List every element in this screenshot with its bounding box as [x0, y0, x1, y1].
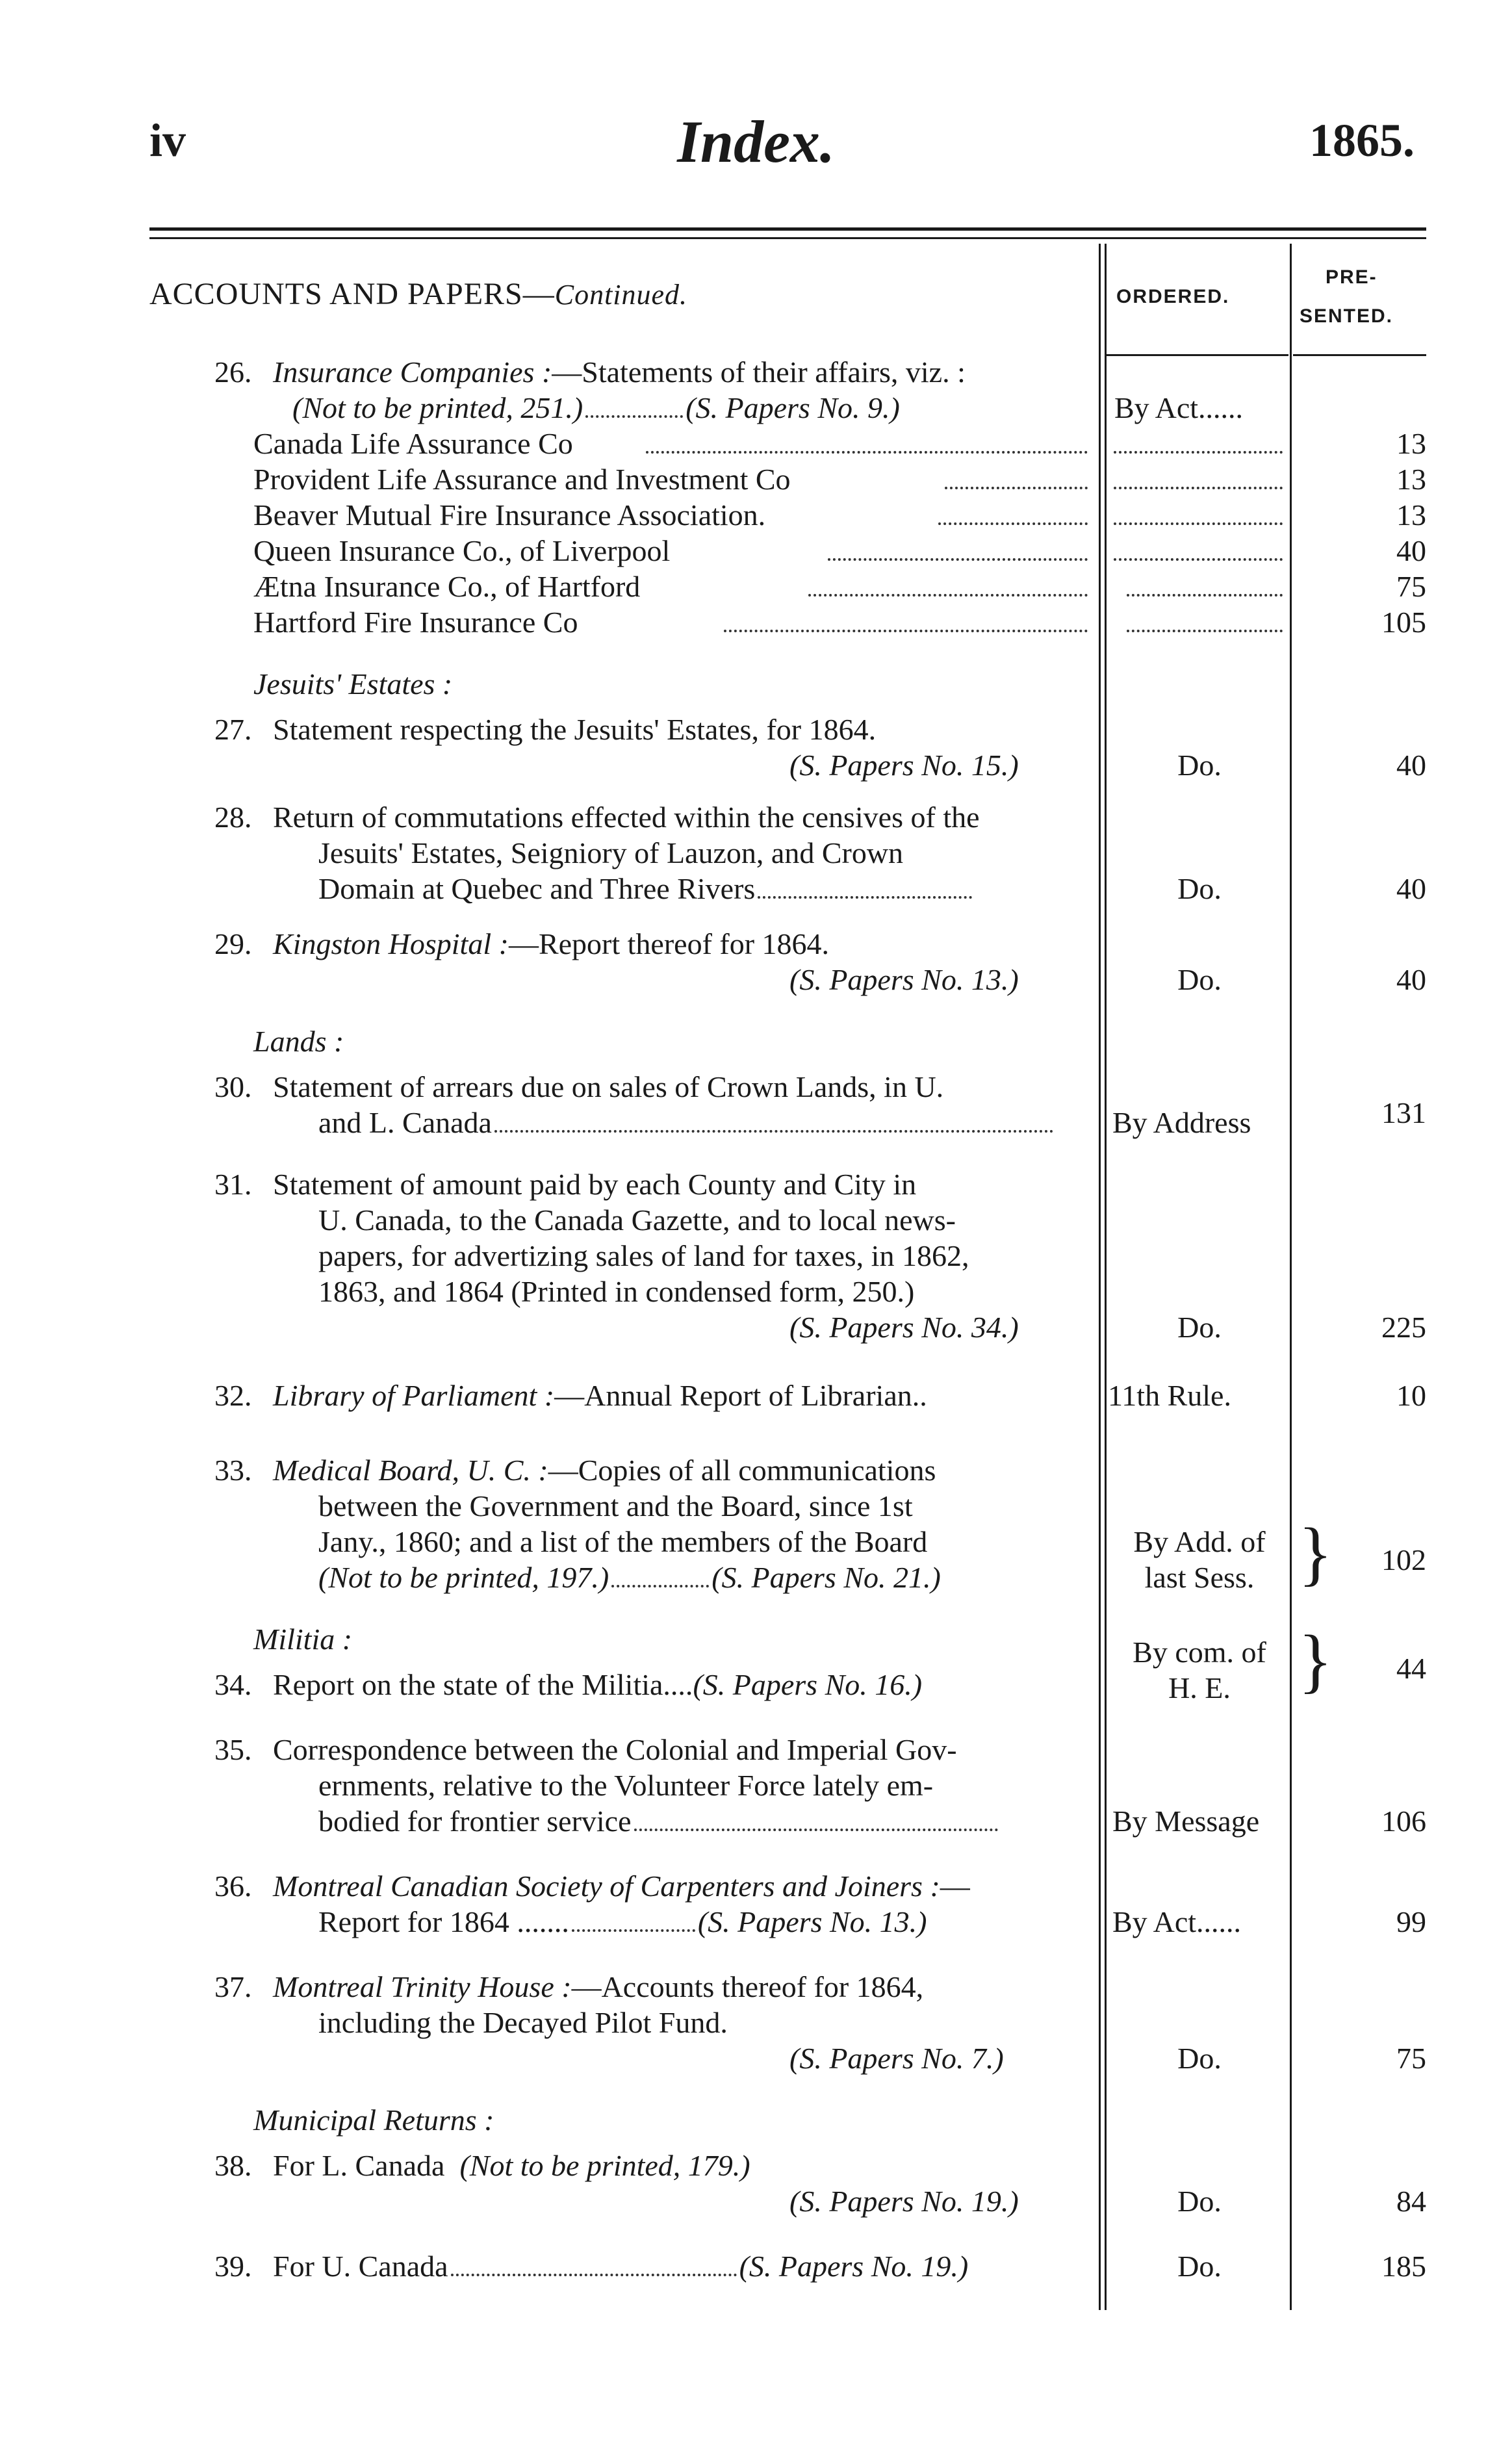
entry-number: 29. — [214, 927, 252, 960]
entry-presented: 225 — [1381, 1311, 1426, 1344]
entry-text: Statement of arrears due on sales of Crown Lands, in U. — [273, 1070, 944, 1103]
header-rule-thick — [149, 227, 1426, 231]
entry-number: 30. — [214, 1070, 252, 1103]
entry-presented: 75 — [1396, 570, 1426, 603]
entry-number: 33. — [214, 1454, 252, 1487]
entry-presented: 105 — [1381, 606, 1426, 639]
entry-presented: 40 — [1396, 534, 1426, 567]
leader-dots — [758, 896, 972, 899]
entry-line — [292, 393, 900, 423]
entry-line — [273, 2151, 1124, 2181]
leader-dots — [1114, 487, 1283, 489]
entry-line — [273, 357, 1124, 387]
subsection-heading: Municipal Returns : — [253, 2103, 494, 2137]
entry-text: Statement respecting the Jesuits' Estates, for 1864. — [273, 713, 877, 746]
entry-presented: 75 — [1396, 2042, 1426, 2075]
entry-ordered: By Address — [1112, 1106, 1251, 1139]
entry-text: between the Government and the Board, since 1st — [318, 1489, 913, 1522]
entry-heading: Montreal Trinity House : — [273, 1970, 572, 2003]
entry-reference: (S. Papers No. 7.) — [789, 2042, 1004, 2075]
entry-heading: Insurance Companies : — [273, 355, 552, 389]
entry-number: 36. — [214, 1869, 252, 1903]
entry-presented: 10 — [1396, 1379, 1426, 1412]
entry-heading: Kingston Hospital : — [273, 927, 509, 960]
column-header-rule — [1107, 354, 1288, 356]
entry-line — [273, 1456, 1124, 1485]
entry-line — [318, 874, 975, 904]
entry-reference: (S. Papers No. 13.) — [789, 963, 1019, 996]
entry-ordered: By Add. of — [1133, 1525, 1266, 1558]
entry-number: 27. — [214, 713, 252, 746]
entry-ordered: 11th Rule. — [1108, 1379, 1231, 1412]
subsection-heading: Jesuits' Estates : — [253, 667, 453, 700]
entry-line — [273, 1381, 1124, 1411]
entry-text: Jany., 1860; and a list of the members of the Board — [318, 1525, 928, 1558]
entry-ordered: By Act...... — [1112, 1905, 1242, 1938]
entry-ordered: Do. — [1177, 1311, 1222, 1344]
entry-presented: 13 — [1396, 498, 1426, 532]
entry-number: 38. — [214, 2149, 252, 2182]
entry-text: Statement of amount paid by each County and City in — [273, 1168, 917, 1201]
entry-line — [318, 1806, 1001, 1836]
entry-text: —Annual Report of Librarian.. — [554, 1379, 927, 1412]
entry-text: —Copies of all communications — [548, 1454, 936, 1487]
subsection-heading: Militia : — [253, 1623, 353, 1656]
entry-presented: 106 — [1381, 1804, 1426, 1838]
leader-dots — [1127, 630, 1283, 632]
entry-heading: Library of Parliament : — [273, 1379, 555, 1412]
leader-dots — [724, 630, 1088, 632]
entry-presented: 13 — [1396, 463, 1426, 496]
entry-presented: 102 — [1381, 1543, 1426, 1576]
entry-presented: 84 — [1396, 2185, 1426, 2218]
entry-presented: 185 — [1381, 2250, 1426, 2283]
entry-number: 39. — [214, 2250, 252, 2283]
leader-dots — [572, 1929, 695, 1932]
entry-number: 31. — [214, 1168, 252, 1201]
entry-text: U. Canada, to the Canada Gazette, and to local news- — [318, 1203, 956, 1237]
entry-reference: (S. Papers No. 9.) — [686, 391, 900, 424]
section-title — [149, 276, 687, 312]
leader-dots — [1127, 594, 1283, 597]
entry-line — [318, 1563, 941, 1593]
entry-text: —Statements of their affairs, viz. : — [552, 355, 966, 389]
entry-line — [273, 1972, 1124, 2002]
leader-dots — [1114, 558, 1283, 561]
header-rule-thin — [149, 237, 1426, 239]
entry-reference: (S. Papers No. 13.) — [697, 1905, 927, 1938]
entry-text: including the Decayed Pilot Fund. — [318, 2006, 728, 2039]
entry-number: 34. — [214, 1668, 252, 1701]
entry-text: 1863, and 1864 (Printed in condensed form, 250.) — [318, 1275, 915, 1308]
leader-dots — [1114, 451, 1283, 454]
entry-ordered: Do. — [1177, 963, 1222, 996]
entry-presented: 44 — [1396, 1652, 1426, 1685]
entry-text: For L. Canada — [273, 2149, 445, 2182]
column-divider — [1290, 244, 1292, 2310]
entry-ordered: Do. — [1177, 2042, 1222, 2075]
entry-text: papers, for advertizing sales of land for taxes, in 1862, — [318, 1239, 969, 1272]
subsection-heading: Lands : — [253, 1025, 344, 1058]
entry-reference: (S. Papers No. 19.) — [789, 2185, 1019, 2218]
entry-line — [273, 1670, 1124, 1700]
page-title: Index. — [677, 109, 835, 175]
entry-line — [318, 1907, 927, 1937]
entry-line — [318, 1108, 1056, 1138]
sub-entry: Ætna Insurance Co., of Hartford — [253, 570, 641, 603]
leader-dots — [646, 451, 1088, 454]
sub-entry: Hartford Fire Insurance Co — [253, 606, 578, 639]
entry-ordered: Do. — [1177, 749, 1222, 782]
entry-line — [273, 2252, 1124, 2281]
section-continued: Continued. — [554, 279, 688, 311]
entry-text: and L. Canada — [318, 1106, 492, 1139]
entry-note: (Not to be printed, 179.) — [459, 2149, 750, 2182]
leader-dots — [938, 522, 1088, 525]
entry-number: 26. — [214, 355, 252, 389]
entry-ordered: Do. — [1177, 2250, 1222, 2283]
leader-dots — [828, 558, 1088, 561]
entry-text: —Report thereof for 1864. — [508, 927, 830, 960]
entry-text: — — [940, 1869, 970, 1903]
entry-presented: 40 — [1396, 963, 1426, 996]
entry-text: Report on the state of the Militia.... — [273, 1668, 693, 1701]
entry-heading: Montreal Canadian Society of Carpenters and Joiners : — [273, 1869, 940, 1903]
entry-note: (Not to be printed, 197.) — [318, 1561, 609, 1594]
entry-heading: Medical Board, U. C. : — [273, 1454, 548, 1487]
entry-note: (Not to be printed, 251.) — [292, 391, 583, 424]
entry-text: ernments, relative to the Volunteer Force lately em- — [318, 1769, 934, 1802]
entry-reference: (S. Papers No. 34.) — [789, 1311, 1019, 1344]
page-year: 1865. — [1309, 114, 1415, 166]
sub-entry: Beaver Mutual Fire Insurance Association. — [253, 498, 766, 532]
entry-ordered: H. E. — [1168, 1671, 1231, 1704]
leader-dots — [451, 2274, 737, 2276]
entry-ordered: By Message — [1112, 1804, 1260, 1838]
column-header-ordered: ORDERED. — [1116, 286, 1230, 307]
entry-text: Correspondence between the Colonial and Imperial Gov- — [273, 1733, 957, 1766]
entry-number: 28. — [214, 801, 252, 834]
entry-line — [273, 1871, 1124, 1901]
entry-text: Return of commutations effected within the censives of the — [273, 801, 980, 834]
entry-number: 35. — [214, 1733, 252, 1766]
entry-text: Domain at Quebec and Three Rivers — [318, 872, 756, 905]
page-number: iv — [149, 114, 186, 166]
leader-dots — [585, 415, 683, 418]
leader-dots — [808, 594, 1088, 597]
entry-line — [273, 929, 1124, 959]
entry-reference: (S. Papers No. 21.) — [711, 1561, 941, 1594]
column-header-presented-1: PRE- — [1326, 266, 1377, 288]
leader-dots — [634, 1829, 998, 1831]
entry-reference: (S. Papers No. 15.) — [789, 749, 1019, 782]
entry-ordered: By Act...... — [1114, 391, 1244, 424]
entry-presented: 13 — [1396, 427, 1426, 460]
entry-reference: (S. Papers No. 19.) — [739, 2250, 969, 2283]
entry-presented: 40 — [1396, 872, 1426, 905]
entry-ordered: Do. — [1177, 872, 1222, 905]
column-header-rule — [1293, 354, 1426, 356]
entry-number: 37. — [214, 1970, 252, 2003]
leader-dots — [494, 1130, 1053, 1133]
sub-entry: Provident Life Assurance and Investment Co — [253, 463, 791, 496]
sub-entry: Canada Life Assurance Co — [253, 427, 573, 460]
entry-text: bodied for frontier service — [318, 1804, 632, 1838]
entry-text: —Accounts thereof for 1864, — [571, 1970, 924, 2003]
entry-presented: 131 — [1381, 1096, 1426, 1129]
leader-dots — [611, 1585, 709, 1587]
brace-icon: } — [1298, 1513, 1333, 1593]
column-header-presented-2: SENTED. — [1300, 305, 1394, 327]
leader-dots — [945, 487, 1088, 489]
entry-ordered: last Sess. — [1144, 1561, 1255, 1594]
brace-icon: } — [1298, 1621, 1333, 1700]
entry-presented: 99 — [1396, 1905, 1426, 1938]
entry-ordered: By com. of — [1133, 1636, 1266, 1669]
entry-text: For U. Canada — [273, 2250, 448, 2283]
leader-dots — [1114, 522, 1283, 525]
entry-text: Jesuits' Estates, Seigniory of Lauzon, and Crown — [318, 836, 904, 869]
section-title-text: ACCOUNTS AND PAPERS— — [149, 277, 555, 311]
sub-entry: Queen Insurance Co., of Liverpool — [253, 534, 671, 567]
entry-number: 32. — [214, 1379, 252, 1412]
entry-text: Report for 1864 ....... — [318, 1905, 569, 1938]
entry-reference: (S. Papers No. 16.) — [693, 1668, 923, 1701]
entry-ordered: Do. — [1177, 2185, 1222, 2218]
entry-presented: 40 — [1396, 749, 1426, 782]
